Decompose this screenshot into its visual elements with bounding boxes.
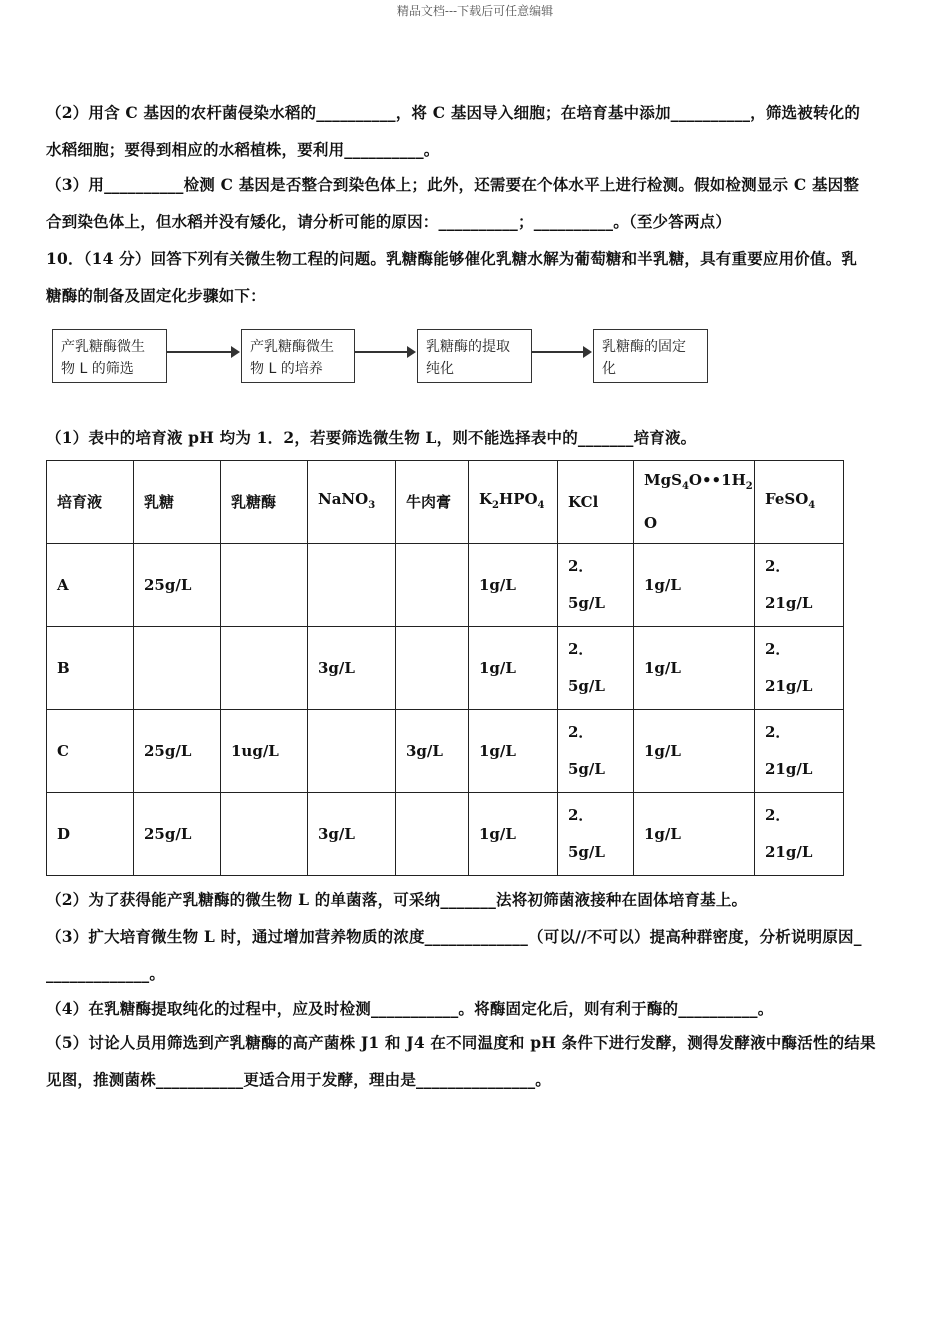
text-line: 合到染色体上，但水稻并没有矮化，请分析可能的原因：__________；__________。（至少答两点） xyxy=(46,212,732,231)
flow-arrow xyxy=(355,351,414,353)
question-10-part-3 xyxy=(46,918,908,992)
table-cell: 25g/L xyxy=(134,793,221,876)
table-cell: 1g/L xyxy=(634,544,755,627)
table-cell: 2．5g/L xyxy=(558,793,634,876)
flow-step-line: 纯化 xyxy=(426,361,454,377)
table-cell: C xyxy=(47,710,134,793)
table-cell: D xyxy=(47,793,134,876)
table-cell xyxy=(221,544,308,627)
text-line: _____________。 xyxy=(46,964,166,983)
text-line: （2）为了获得能产乳糖酶的微生物 L 的单菌落，可采纳_______法将初筛菌液接种在固体培育基上。 xyxy=(46,890,748,909)
table-cell: 25g/L xyxy=(134,544,221,627)
flow-step-line: 物 L 的培养 xyxy=(250,361,323,377)
text-line: （5）讨论人员用筛选到产乳糖酶的高产菌株 J1 和 J4 在不同温度和 pH 条件下进行发酵，测得发酵液中酶活性的结果 xyxy=(46,1033,876,1052)
flow-step-line: 乳糖酶的固定 xyxy=(602,339,686,355)
question-10-part-2 xyxy=(46,881,908,918)
table-cell xyxy=(396,793,469,876)
table-cell xyxy=(396,627,469,710)
table-row xyxy=(47,544,844,627)
header-kcl: KCl xyxy=(558,461,634,544)
text-line: （1）表中的培育液 pH 均为 1．2，若要筛选微生物 L，则不能选择表中的_______培育液。 xyxy=(46,428,697,447)
flow-arrow xyxy=(532,351,590,353)
text-line: 见图，推测菌株___________更适合用于发酵，理由是_______________。 xyxy=(46,1070,552,1089)
page-header: 精品文档---下载后可任意编辑 xyxy=(396,4,554,18)
header-mgso4: $MgS_4O••1H_2$ O xyxy=(634,461,755,544)
header-k2hpo4: $K_2HPO_4$ xyxy=(469,461,558,544)
table-cell: 2．5g/L xyxy=(558,710,634,793)
table-cell: 1g/L xyxy=(469,793,558,876)
question-9-part-3 xyxy=(46,166,908,240)
table-row xyxy=(47,793,844,876)
header-feso4: FeSO$_4$ xyxy=(755,461,844,544)
table-cell: 1g/L xyxy=(634,710,755,793)
header-lactase: 乳糖酶 xyxy=(221,461,308,544)
table-cell: 1g/L xyxy=(634,627,755,710)
flow-step-line: 乳糖酶的提取 xyxy=(426,339,510,355)
table-cell: B xyxy=(47,627,134,710)
question-10-part-4 xyxy=(46,990,908,1027)
question-10-intro xyxy=(46,240,908,314)
header-nano3: NaNO$_3$ xyxy=(308,461,396,544)
table-cell xyxy=(308,544,396,627)
table-cell: 2．21g/L xyxy=(755,710,844,793)
table-cell: 1ug/L xyxy=(221,710,308,793)
flow-step-line: 物 L 的筛选 xyxy=(61,361,134,377)
question-9-part-2 xyxy=(46,94,908,168)
table-cell: 2．21g/L xyxy=(755,793,844,876)
flow-arrow xyxy=(167,351,238,353)
flow-step-purification xyxy=(417,329,532,383)
table-cell: 3g/L xyxy=(308,793,396,876)
text-line: （2）用含 C 基因的农杆菌侵染水稻的__________，将 C 基因导入细胞；在培育基中添加__________，筛选被转化的 xyxy=(46,103,861,122)
table-cell: 25g/L xyxy=(134,710,221,793)
culture-medium-table xyxy=(46,460,844,876)
table-cell xyxy=(221,793,308,876)
table-row xyxy=(47,627,844,710)
text-line: 10．（14 分）回答下列有关微生物工程的问题。乳糖酶能够催化乳糖水解为葡萄糖和半乳糖，具有重要应用价值。乳 xyxy=(46,249,858,268)
table-cell: 1g/L xyxy=(469,710,558,793)
flow-step-cultivation xyxy=(241,329,355,383)
header-beef-extract: 牛肉膏 xyxy=(396,461,469,544)
text-line: 水稻细胞；要得到相应的水稻植株，要利用__________。 xyxy=(46,140,440,159)
table-cell xyxy=(221,627,308,710)
table-cell: 3g/L xyxy=(396,710,469,793)
table-cell: 1g/L xyxy=(469,544,558,627)
table-cell xyxy=(396,544,469,627)
question-10-part-1 xyxy=(46,419,908,456)
table-cell: 2．21g/L xyxy=(755,544,844,627)
text-line: 糖酶的制备及固定化步骤如下： xyxy=(46,286,266,305)
flow-step-line: 产乳糖酶微生 xyxy=(61,339,145,355)
table-cell xyxy=(134,627,221,710)
header-lactose: 乳糖 xyxy=(134,461,221,544)
table-cell: 2．5g/L xyxy=(558,627,634,710)
table-cell: 2．5g/L xyxy=(558,544,634,627)
table-cell: 1g/L xyxy=(634,793,755,876)
table-cell: 2．21g/L xyxy=(755,627,844,710)
text-line: （4）在乳糖酶提取纯化的过程中，应及时检测___________。将酶固定化后，则有利于酶的__________。 xyxy=(46,999,774,1018)
text-line: （3）用__________检测 C 基因是否整合到染色体上；此外，还需要在个体水平上进行检测。假如检测显示 C 基因整 xyxy=(46,175,860,194)
table-cell xyxy=(308,710,396,793)
text-line: （3）扩大培育微生物 L 时，通过增加营养物质的浓度_____________（可以//不可以）提高种群密度，分析说明原因_ xyxy=(46,927,862,946)
flow-step-line: 产乳糖酶微生 xyxy=(250,339,334,355)
flow-step-line: 化 xyxy=(602,361,616,377)
table-cell: 1g/L xyxy=(469,627,558,710)
table-row xyxy=(47,710,844,793)
table-cell: A xyxy=(47,544,134,627)
flow-step-immobilization xyxy=(593,329,708,383)
question-10-part-5 xyxy=(46,1024,908,1098)
table-header-row xyxy=(47,461,844,544)
table-cell: 3g/L xyxy=(308,627,396,710)
header-medium: 培育液 xyxy=(47,461,134,544)
flow-step-screening xyxy=(52,329,167,383)
